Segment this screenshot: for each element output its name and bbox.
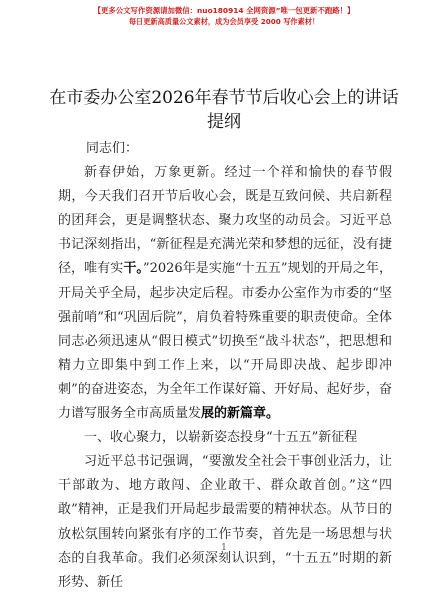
paragraph-intro-part-c: ”2026年是实施“十五五”规划的开局之年，开局关乎全局，起步决定后程。市委办公室作为市委的“坚强前哨”和“巩固后院”，肩负着特殊重要的职责使命。全体同志必须迅速从“假日模式”切换至“战斗状态”，把思想和精力立即集中到工作上来，以“开局即决战、起步即冲刺”的奋进姿态，为全年工作谋好篇、开好局、起好步，奋力谱写服务全市高质量发 bbox=[58, 261, 392, 422]
title-line-2: 提纲 bbox=[207, 112, 241, 132]
document-title bbox=[40, 86, 408, 134]
salutation: 同志们： bbox=[86, 141, 139, 156]
promo-header bbox=[0, 6, 448, 27]
document-body bbox=[58, 137, 392, 595]
section-heading-1: 一、收心聚力，以崭新姿态投身“十五五”新征程 bbox=[84, 430, 358, 446]
paragraph-intro bbox=[58, 161, 392, 426]
promo-line-1: 【更多公文写作资源请加微信：nuo180914 全网资源”唯一包更新不跑路！】 bbox=[93, 6, 355, 15]
title-line-1: 在市委办公室2026年春节节后收心会上的讲话 bbox=[49, 88, 399, 108]
paragraph-intro-part-b: 干。 bbox=[123, 261, 143, 277]
paragraph-intro-part-d: 展的新篇章。 bbox=[201, 406, 280, 422]
page-number: 1 bbox=[221, 543, 227, 553]
promo-line-2: 每日更新高质量公文素材，成为会员享受 2000 写作素材！ bbox=[128, 17, 320, 26]
paragraph-section-1: 习近平总书记强调，“要激发全社会干事创业活力，让干部敢为、地方敢闯、企业敢干、群众敢首创。”这“四敢”精神，正是我们开局起步最需要的精神状态。从节日的放松氛围转向紧张有序的工作节奏，首先是一场思想与状态的自我革命。我们必须深刻认识到，“十五五”时期的新形势、新任 bbox=[58, 454, 392, 590]
paragraph-intro-part-a: 新春伊始，万象更新。经过一个祥和愉快的春节假期，今天我们召开节后收心会，既是互致问候、共启新程的团拜会，更是调整状态、聚力攻坚的动员会。习近平总书记深刻指出，“新征程是充满光荣和梦想的远征，没有捷径，唯有实 bbox=[58, 165, 392, 277]
